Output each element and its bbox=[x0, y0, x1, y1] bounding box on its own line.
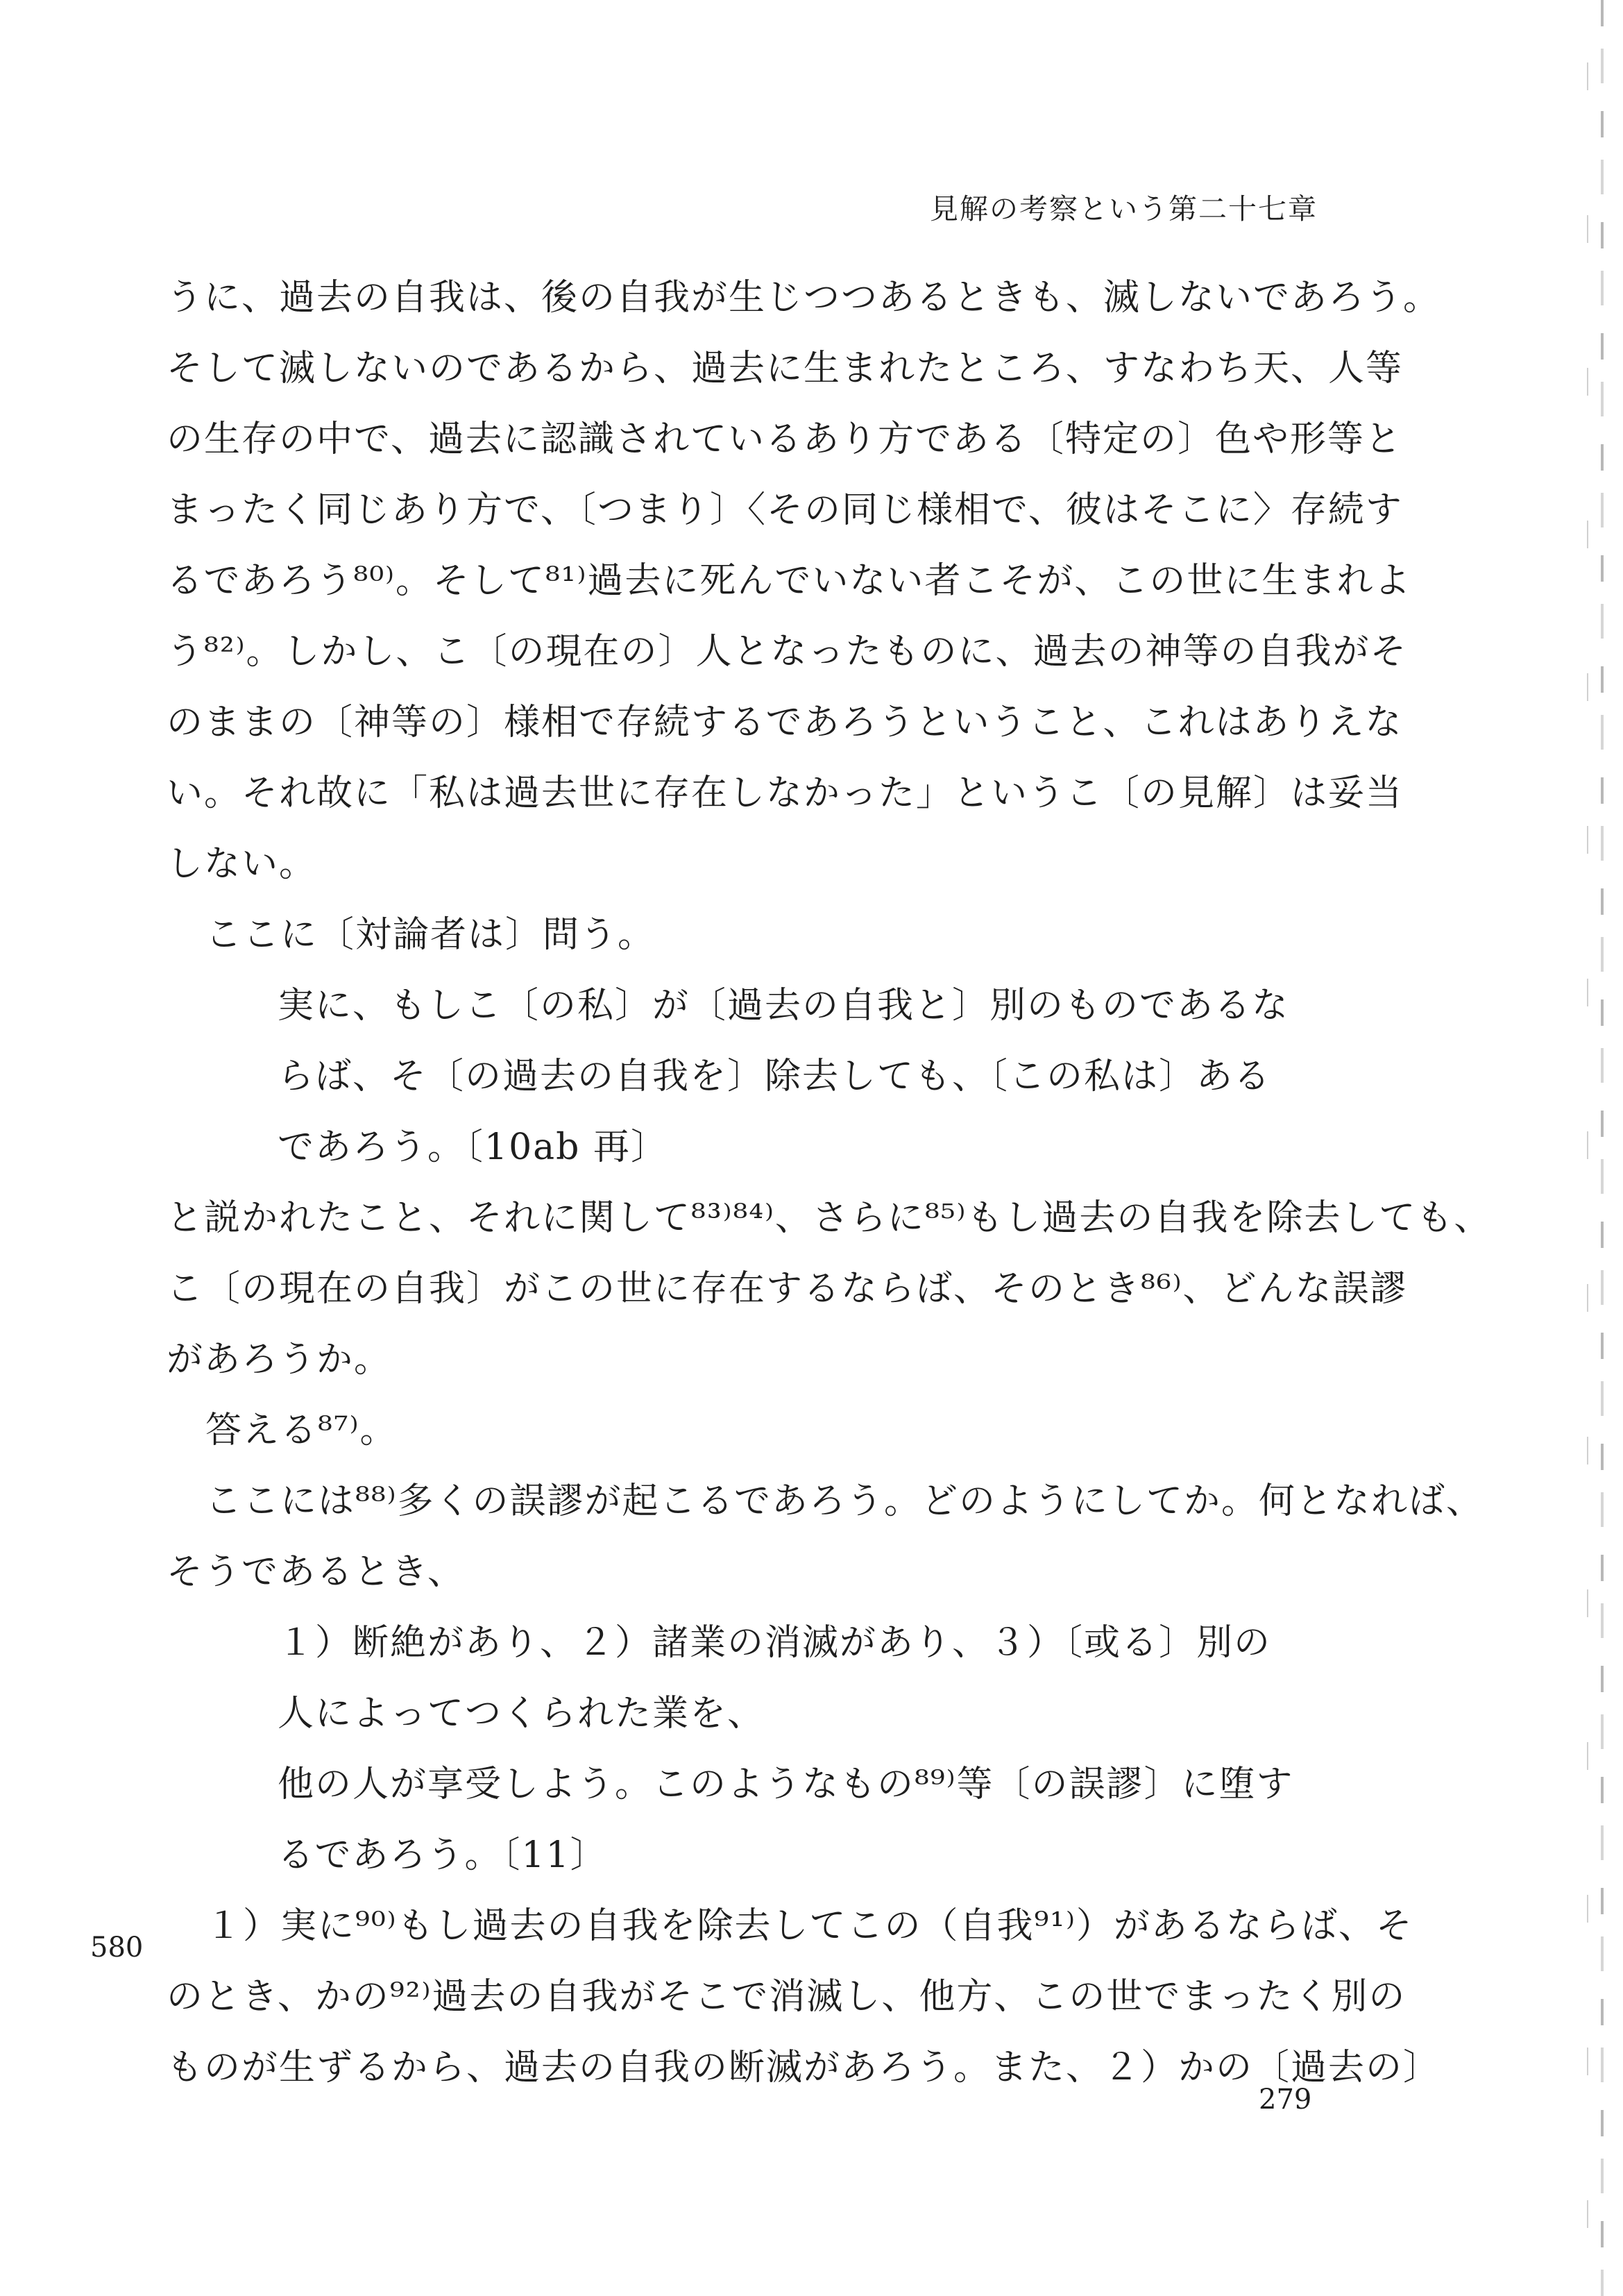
verse-line: １）断絶があり、２）諸業の消滅があり、３）〔或る〕別の bbox=[278, 1622, 1272, 1664]
verse-line: であろう。〔10ab 再〕 bbox=[278, 1126, 668, 1168]
text-line: そして滅しないのであるから、過去に生まれたところ、すなわち天、人等 bbox=[167, 348, 1404, 389]
text-line: るであろう⁸⁰⁾。そして⁸¹⁾過去に死んでいない者こそが、この世に生まれよ bbox=[167, 560, 1412, 602]
text-line: と説かれたこと、それに関して⁸³⁾⁸⁴⁾、さらに⁸⁵⁾もし過去の自我を除去しても、 bbox=[167, 1197, 1492, 1239]
text-line: しない。 bbox=[167, 843, 317, 885]
running-header: 見解の考察という第二十七章 bbox=[930, 192, 1318, 226]
text-line: い。それ故に「私は過去世に存在しなかった」というこ〔の見解〕は妥当 bbox=[167, 773, 1404, 814]
scan-edge-shadow-inner bbox=[1587, 0, 1588, 2296]
text-line: そうであるとき、 bbox=[167, 1551, 465, 1593]
margin-line-number: 580 bbox=[90, 1932, 144, 1964]
text-line: があろうか。 bbox=[167, 1339, 392, 1381]
text-line: こ〔の現在の自我〕がこの世に存在するならば、そのとき⁸⁶⁾、どんな誤謬 bbox=[167, 1268, 1408, 1310]
scan-edge-shadow bbox=[1601, 0, 1604, 2296]
text-line: の生存の中で、過去に認識されているあり方である〔特定の〕色や形等と bbox=[167, 419, 1402, 460]
verse-line: 実に、もしこ〔の私〕が〔過去の自我と〕別のものであるな bbox=[278, 985, 1290, 1027]
text-line: ここに〔対論者は〕問う。 bbox=[205, 914, 656, 956]
text-line: ここには⁸⁸⁾多くの誤謬が起こるであろう。どのようにしてか。何となれば、 bbox=[205, 1480, 1484, 1522]
text-line: うに、過去の自我は、後の自我が生じつつあるときも、滅しないであろう。 bbox=[167, 277, 1441, 319]
text-line: う⁸²⁾。しかし、こ〔の現在の〕人となったものに、過去の神等の自我がそ bbox=[167, 631, 1408, 673]
text-line: のとき、かの⁹²⁾過去の自我がそこで消滅し、他方、この世でまったく別の bbox=[167, 1976, 1407, 2018]
text-line: １）実に⁹⁰⁾もし過去の自我を除去してこの（自我⁹¹⁾）があるならば、そ bbox=[205, 1905, 1413, 1947]
verse-line: 他の人が享受しよう。このようなもの⁸⁹⁾等〔の誤謬〕に堕す bbox=[278, 1764, 1294, 1805]
text-line: 答える⁸⁷⁾。 bbox=[205, 1410, 398, 1451]
page-number: 279 bbox=[1259, 2084, 1312, 2116]
text-line: ものが生ずるから、過去の自我の断滅があろう。また、２）かの〔過去の〕 bbox=[167, 2047, 1441, 2088]
verse-line: るであろう。〔11〕 bbox=[278, 1834, 608, 1876]
text-line: のままの〔神等の〕様相で存続するであろうということ、これはありえな bbox=[167, 702, 1403, 743]
verse-line: 人によってつくられた業を、 bbox=[278, 1693, 765, 1734]
text-line: まったく同じあり方で、〔つまり〕〈その同じ様相で、彼はそこに〉存続す bbox=[167, 489, 1403, 531]
body-text bbox=[167, 262, 1492, 2103]
verse-line: らば、そ〔の過去の自我を〕除去しても、〔この私は〕ある bbox=[278, 1056, 1272, 1097]
